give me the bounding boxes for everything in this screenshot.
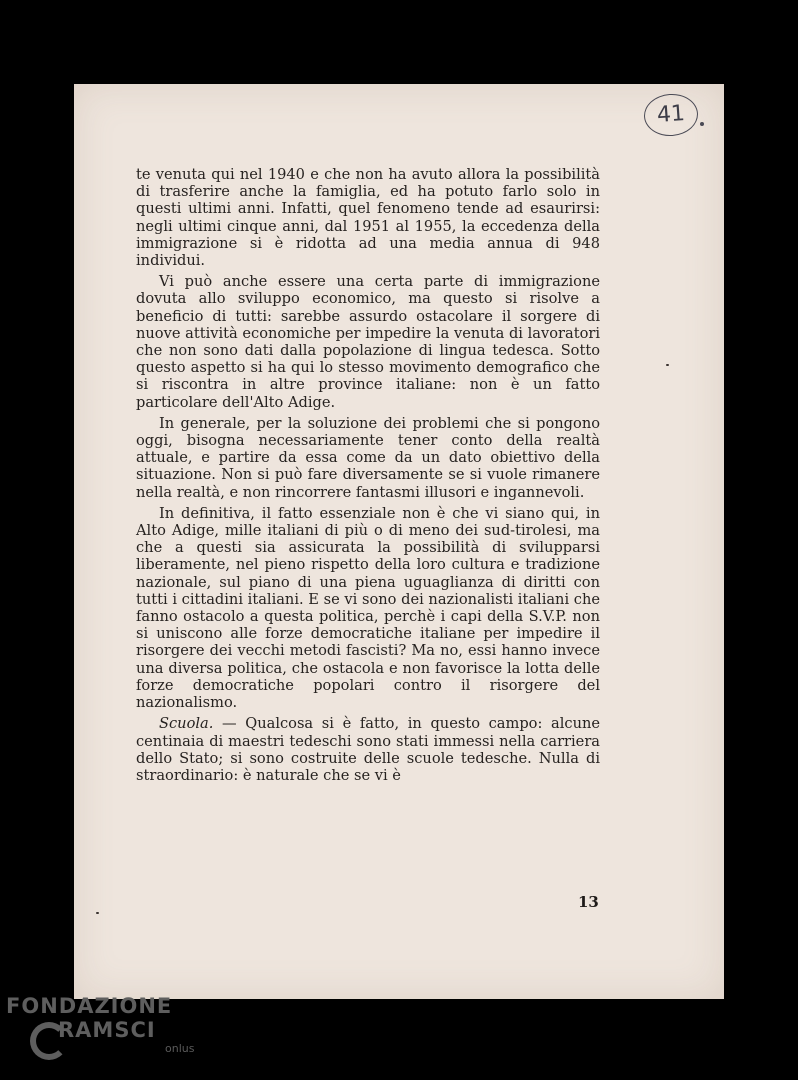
watermark-line-2: RAMSCI (58, 1018, 156, 1042)
paragraph-1: te venuta qui nel 1940 e che non ha avuto allora la possibilità di trasferire anche la famiglia, ed ha potuto farlo solo in questi ultimi anni. Infatti, quel fenomeno tende ad esaurirsi: negli ultimi cinque anni, dal 1951 al 1955, la eccedenza della immigrazione si è ridotta ad una media annua di 948 individui. (136, 166, 600, 270)
paragraph-5-text: — Qualcosa si è fatto, in questo campo: alcune centinaia di maestri tedeschi sono stati immessi nella carriera dello Stato; si sono costruite delle scuole tedesche. Nulla di straordinario: è naturale che se vi è (136, 715, 600, 784)
paragraph-2: Vi può anche essere una certa parte di immigrazione dovuta allo sviluppo economico, ma questo si risolve a beneficio di tutti: sarebbe assurdo ostacolare il sorgere di nuove attività economiche per impedire la venuta di lavoratori che non sono dati dalla popolazione di lingua tedesca. Sotto questo aspetto si ha qui lo stesso movimento demografico che si riscontra in altre province italiane: non è un fatto particolare dell'Alto Adige. (136, 273, 600, 411)
paper-speck (96, 912, 99, 914)
paragraph-5 (136, 715, 600, 784)
paper-speck (666, 364, 669, 366)
archive-number: 41 (656, 101, 686, 128)
section-heading-scuola: Scuola. (159, 715, 214, 733)
watermark-logo (6, 994, 194, 1056)
watermark-line-3: onlus (165, 1042, 195, 1055)
paragraph-4: In definitiva, il fatto essenziale non è che vi siano qui, in Alto Adige, mille italiani di più o di meno dei sud-tirolesi, ma che a questi sia assicurata la possibilità di svilupparsi liberamente, nel pieno rispetto della loro cultura e tradizione nazionale, sul piano di una piena uguaglianza di diritti con tutti i cittadini italiani. E se vi sono dei nazionalisti italiani che fanno ostacolo a questa politica, perchè i capi della S.V.P. non si uniscono alle forze democratiche italiane per impedire il risorgere dei vecchi metodi fascisti? Ma no, essi hanno invece una diversa politica, che ostacola e non favorisce la lotta delle forze democratiche popolari contro il risorgere del nazionalismo. (136, 504, 600, 712)
watermark-line-1: FONDAZIONE (6, 994, 173, 1018)
page-number: 13 (578, 893, 599, 911)
archive-dot (700, 122, 704, 126)
paragraph-3: In generale, per la soluzione dei problemi che si pongono oggi, bisogna necessariamente tener conto della realtà attuale, e partire da essa come da un dato obiettivo della situazione. Non si può fare diversamente se si vuole rimanere nella realtà, e non rincorrere fantasmi illusori e ingannevoli. (136, 414, 600, 501)
body-text (136, 166, 600, 788)
